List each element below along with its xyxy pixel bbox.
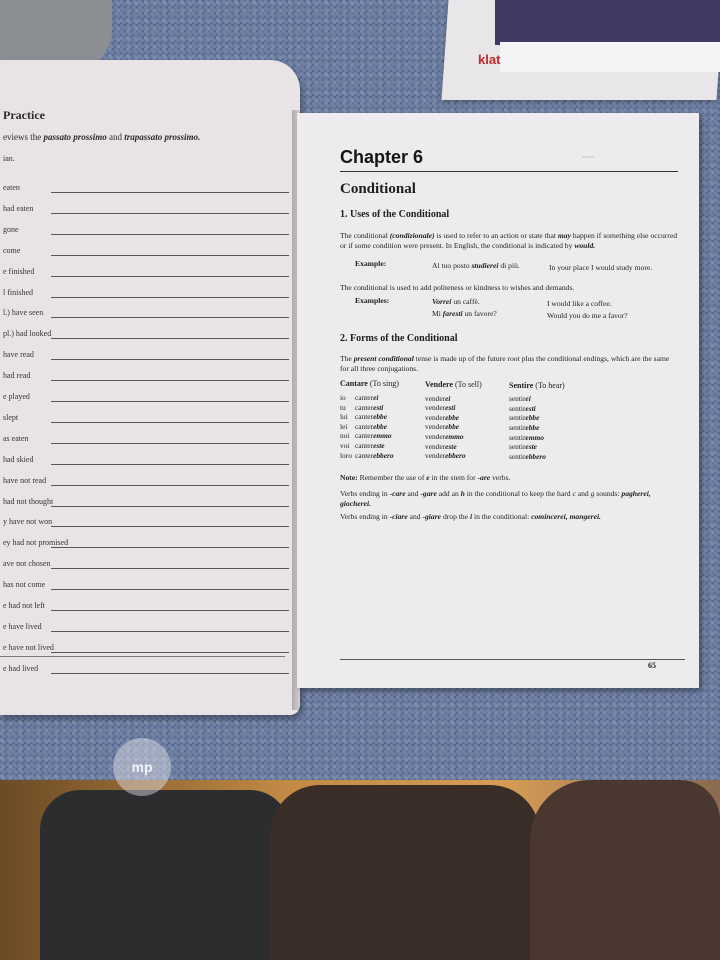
practice-prompt: e played [3,392,30,401]
practice-row [3,455,293,473]
left-knee [40,790,290,960]
answer-line [51,631,289,632]
vendere-form: venderesti [425,403,456,413]
practice-prompt: had not thought [3,496,54,506]
page-footer-rule [0,656,285,657]
practice-prompt: e have not lived [3,642,54,652]
watermark-logo: mp [113,738,171,796]
cantare-form: canterei [355,393,379,402]
care-gare-note: Verbs ending in -care and -gare add an h in the conditional to keep the hard c and g sounds: pagherei, giocherei. [340,489,651,508]
answer-line [51,568,289,569]
practice-prompt: l.) have seen [3,308,44,318]
examples-label: Examples: [355,296,390,305]
example-italian: Al tuo posto studierei di più. [432,261,520,270]
answer-line [51,673,289,674]
pronoun: tu [340,402,346,412]
subsection-forms-title: 2. Forms of the Conditional [340,333,458,344]
cover-logo: klat [478,52,501,67]
example2-english: Would you do me a favor? [547,311,628,320]
practice-prompt: as eaten [3,433,29,443]
answer-line [51,547,289,548]
answer-line [51,255,289,256]
practice-prompt: pl.) had looked [3,329,52,339]
white-book [500,42,720,72]
practice-prompt: have read [3,350,34,360]
practice-row [3,580,293,598]
practice-prompt: y have not won [3,517,53,527]
practice-prompt: e finished [3,266,35,276]
answer-line [51,359,289,360]
practice-row [3,664,293,682]
uses-paragraph: The conditional (condizionale) is used to refer to an action or state that may happen if something else occurred or if some condition were present. In English, the conditional is indicated by would. [340,231,678,250]
answer-line [51,213,289,214]
practice-row [3,476,293,494]
practice-row [3,225,293,243]
answer-line [51,380,289,381]
page-number: 65 [648,661,656,670]
practice-row [3,601,293,619]
practice-example: ian. [3,154,15,163]
answer-line [51,485,289,486]
practice-prompt: had read [3,371,31,381]
answer-line [51,464,289,465]
right-page [297,113,699,688]
chapter-rule [340,171,678,172]
section-title: Conditional [340,181,416,197]
answer-line [51,276,289,277]
practice-row [3,392,293,410]
vendere-form: venderebbe [425,422,460,432]
practice-row [3,246,293,264]
practice-prompt: e had not left [3,601,45,610]
practice-row [3,350,293,368]
practice-prompt: have not read [3,475,47,485]
answer-line [51,443,289,444]
answer-line [51,192,289,193]
vendere-header: Vendere (To sell) [425,380,482,389]
pronoun: noi [340,431,350,441]
forms-paragraph: The present conditional tense is made up of the future root plus the conditional endings, which are the same for all three conjugations. [340,354,670,373]
practice-row [3,308,293,326]
purple-book [495,0,720,45]
sentire-form: sentiremmo [509,432,544,442]
practice-row [3,371,293,389]
answer-line [51,506,289,507]
sentire-form: sentirei [509,394,531,404]
practice-prompt: has not come [3,580,46,590]
practice-row [3,643,293,661]
pronoun: io [340,393,346,402]
practice-row [3,622,293,640]
answer-line [51,610,289,611]
cantare-form: canterebbe [355,421,388,431]
practice-prompt: gone [3,224,19,234]
cantare-form: canterebbero [355,450,394,460]
cantare-form: canteremmo [355,431,392,441]
practice-instruction: eviews the passato prossimo and trapassato prossimo. [3,132,201,142]
chapter-heading: Chapter 6 [340,147,424,167]
note-paragraph: Note: Remember the use of e in the stem for -are verbs. [340,473,511,482]
practice-prompt: l finished [3,287,33,297]
answer-line [51,401,289,402]
pronoun: voi [340,441,350,450]
show-through-text: ▪▪▪▪▪ [582,153,595,161]
sentire-form: sentirebbe [509,413,540,423]
vendere-form: venderebbe [425,412,460,422]
practice-title: Practice [3,108,45,122]
practice-row [3,329,293,347]
answer-line [51,317,289,318]
ciare-giare-note: Verbs ending in -ciare and -giare drop the i in the conditional: comincerei, mangerei. [340,512,601,521]
practice-prompt: e have lived [3,621,42,631]
page-footer-rule [340,659,685,660]
sentire-form: sentirebbero [509,451,546,461]
answer-line [51,589,289,590]
pronoun: lui [340,412,348,422]
cantare-header: Cantare (To sing) [340,379,399,388]
practice-row [3,288,293,306]
practice-prompt: had skied [3,454,34,464]
example-english: In your place I would study more. [549,263,653,272]
practice-row [3,497,293,515]
practice-row [3,204,293,222]
practice-prompt: come [3,245,21,255]
answer-line [51,652,289,653]
sentire-form: sentiresti [509,403,536,413]
cantare-form: canterebbe [355,412,388,422]
practice-prompt: slept [3,412,19,422]
sentire-form: sentireste [509,442,537,452]
answer-line [51,338,289,339]
practice-row [3,434,293,452]
pronoun: loro [340,450,352,460]
practice-prompt: e had lived [3,663,39,673]
subsection-uses-title: 1. Uses of the Conditional [340,209,450,220]
answer-line [51,422,289,423]
answer-line [51,297,289,298]
practice-row [3,183,293,201]
right-leg [530,780,720,960]
example1-english: I would like a coffee. [547,299,612,308]
vendere-form: venderebbero [425,451,466,461]
sentire-header: Sentire (To hear) [509,381,565,390]
practice-prompt: ey had not promised [3,538,69,548]
practice-row [3,267,293,285]
answer-line [51,234,289,235]
cantare-form: cantereste [355,441,385,450]
example1-italian: Vorrei un caffè. [432,297,480,306]
cantare-form: canteresti [355,402,384,412]
practice-prompt: eaten [3,183,20,192]
answer-line [51,526,289,527]
vendere-form: vendereste [425,441,457,451]
example-label: Example: [355,259,387,268]
left-page [0,60,300,715]
example2-italian: Mi faresti un favore? [432,309,497,318]
practice-prompt: ave not chosen [3,559,51,569]
practice-row [3,538,293,556]
right-knee [270,785,540,960]
pronoun: lei [340,421,348,431]
politeness-paragraph: The conditional is used to add politeness or kindness to wishes and demands. [340,283,575,292]
vendere-form: venderemmo [425,432,464,441]
practice-row [3,413,293,431]
practice-row [3,559,293,577]
practice-prompt: had eaten [3,203,34,213]
sentire-form: sentirebbe [509,423,540,432]
vendere-form: venderei [425,393,451,403]
practice-row [3,517,293,535]
